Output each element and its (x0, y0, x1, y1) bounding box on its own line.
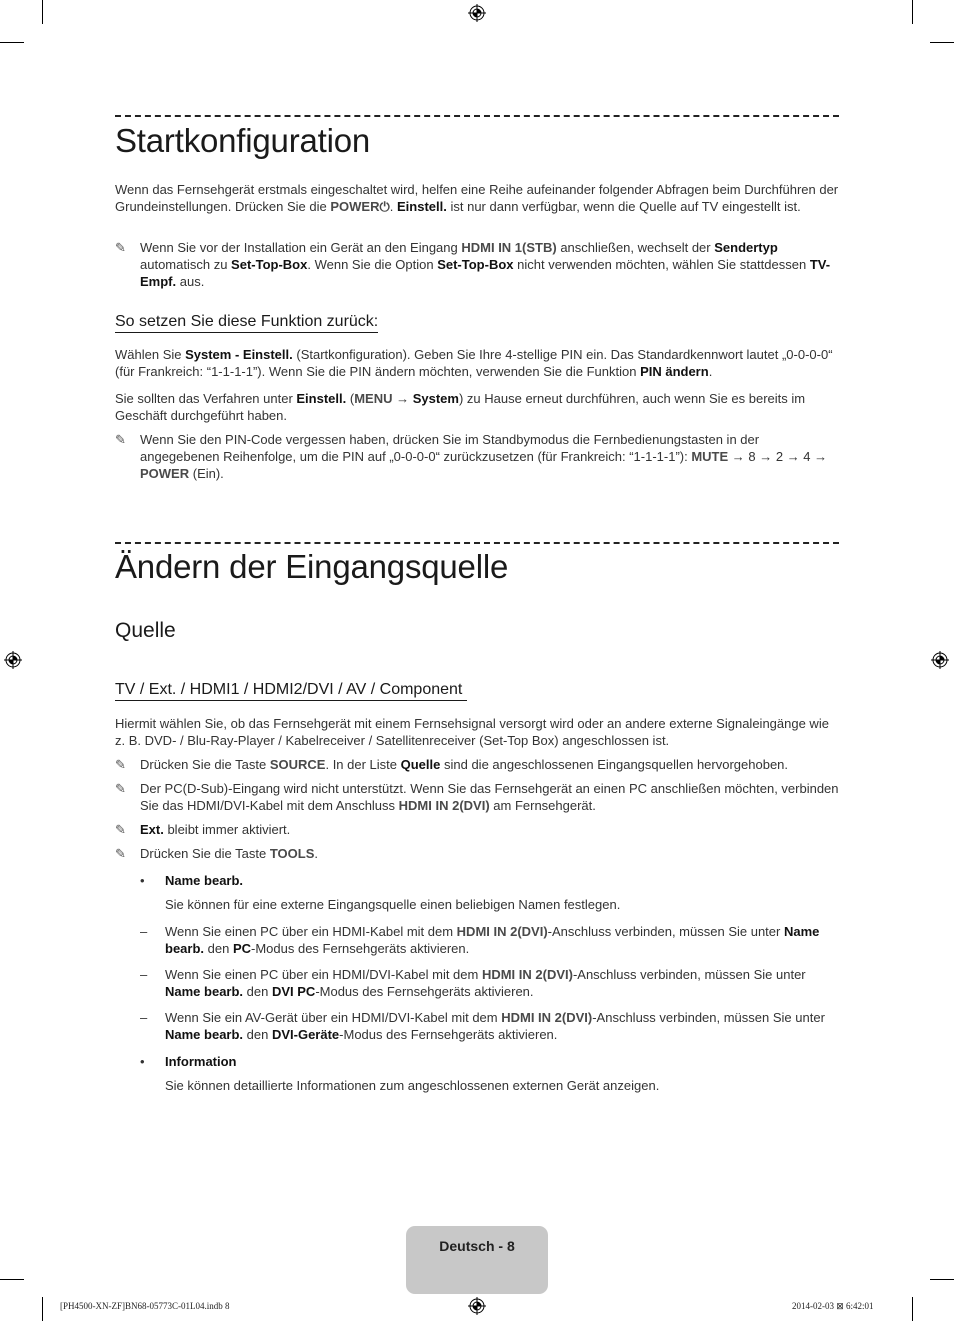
page-number-tab (406, 1226, 548, 1294)
section-divider (115, 542, 839, 544)
note: ✎ Ext. bleibt immer aktiviert. (115, 822, 291, 837)
dash-marker: – (140, 924, 148, 939)
dash-marker: – (140, 967, 148, 982)
crop-mark (0, 1279, 24, 1280)
note: ✎ Drücken Sie die Taste TOOLS. (115, 846, 319, 861)
intro-paragraph: Wenn das Fernsehgerät erstmals eingeschaltet wird, helfen eine Reihe aufeinander folgender Abfragen beim Durchführen der Grundeinstellungen. Drücken Sie die POWER⏻. Einstell. ist nur dann verfügbar, wenn die Quelle auf TV eingestellt ist. (115, 182, 839, 214)
crop-mark (42, 0, 43, 24)
reset-paragraph: Wählen Sie System - Einstell. (Startkonfiguration). Geben Sie Ihre 4-stellige PIN ein. Das Standardkennwort lautet „0-0-0-0“ (für Frankreich: “1-1-1-1”). Wenn Sie die PIN ändern möchten, verwenden Sie die Funktion PIN ändern. (115, 347, 833, 379)
crop-mark (42, 1297, 43, 1321)
crop-mark (912, 1297, 913, 1321)
registration-mark-icon (468, 1297, 486, 1315)
list-item-description: Sie können detaillierte Informationen zum angeschlossenen externen Gerät anzeigen. (165, 1078, 660, 1093)
list-item: – Wenn Sie ein AV-Gerät über ein HDMI/DVI-Kabel mit dem HDMI IN 2(DVI)-Anschluss verbinden, müssen Sie unter Name bearb. den DVI-Geräte-Modus des Fernsehgeräts aktivieren. (140, 1010, 825, 1042)
registration-mark-icon (4, 651, 22, 669)
registration-mark-icon (931, 651, 949, 669)
registration-mark-icon (468, 4, 486, 22)
note-icon: ✎ (115, 757, 126, 772)
dash-marker: – (140, 1010, 148, 1025)
print-info-right: 2014-02-03 ⊠ 6:42:01 (792, 1301, 874, 1311)
crop-mark (930, 1279, 954, 1280)
subheading: So setzen Sie diese Funktion zurück: (115, 313, 378, 333)
list-item: – Wenn Sie einen PC über ein HDMI/DVI-Kabel mit dem HDMI IN 2(DVI)-Anschluss verbinden, müssen Sie unter Name bearb. den DVI PC-Modus des Fernsehgeräts aktivieren. (140, 967, 806, 999)
list-item: – Wenn Sie einen PC über ein HDMI-Kabel mit dem HDMI IN 2(DVI)-Anschluss verbinden, müssen Sie unter Name bearb. den PC-Modus des Fernsehgeräts aktivieren. (140, 924, 820, 956)
note-icon: ✎ (115, 781, 126, 796)
list-item: • Name bearb. (140, 873, 244, 888)
source-paragraph: Hiermit wählen Sie, ob das Fernsehgerät mit einem Fernsehsignal versorgt wird oder an andere externe Signaleingänge wie z. B. DVD- / Blu-Ray-Player / Kabelreceiver / Satellitenreceiver (Set-Top Box) angeschlossen ist. (115, 716, 829, 748)
section-title: Ändern der Eingangsquelle (115, 548, 509, 585)
subheading: TV / Ext. / HDMI1 / HDMI2/DVI / AV / Component (115, 681, 467, 701)
crop-mark (912, 0, 913, 24)
note-icon: ✎ (115, 432, 126, 447)
note: ✎ Drücken Sie die Taste SOURCE. In der Liste Quelle sind die angeschlossenen Eingangsquellen hervorgehoben. (115, 757, 789, 772)
page-number: Deutsch - 8 (439, 1238, 515, 1254)
note: ✎ Wenn Sie vor der Installation ein Gerät an den Eingang HDMI IN 1(STB) anschließen, wechselt der Sendertyp automatisch zu Set-Top-Box. Wenn Sie die Option Set-Top-Box nicht verwenden möchten, wählen Sie stattdessen TV-Empf. aus. (115, 240, 831, 289)
note: ✎ Der PC(D-Sub)-Eingang wird nicht unterstützt. Wenn Sie das Fernsehgerät an einen PC anschließen möchten, verbinden Sie das HDMI/DVI-Kabel mit dem Anschluss HDMI IN 2(DVI) am Fernsehgerät. (115, 781, 839, 813)
note-icon: ✎ (115, 846, 126, 861)
section-title: Startkonfiguration (115, 122, 371, 159)
bullet-marker: • (140, 873, 145, 888)
note-icon: ✎ (115, 240, 126, 255)
bullet-marker: • (140, 1054, 145, 1069)
note-icon: ✎ (115, 822, 126, 837)
subsection-title: Quelle (115, 619, 176, 642)
list-item: • Information (140, 1054, 237, 1069)
crop-mark (0, 42, 24, 43)
reset-paragraph: Sie sollten das Verfahren unter Einstell. (MENU → System) zu Hause erneut durchführen, auch wenn Sie es bereits im Geschäft durchgeführt haben. (115, 391, 806, 423)
power-icon: ⏻ (379, 198, 390, 214)
crop-mark (930, 42, 954, 43)
list-item-description: Sie können für eine externe Eingangsquelle einen beliebigen Namen festlegen. (165, 897, 621, 912)
print-info-left: [PH4500-XN-ZF]BN68-05773C-01L04.indb 8 (60, 1301, 230, 1311)
section-divider (115, 115, 839, 117)
note: ✎ Wenn Sie den PIN-Code vergessen haben, drücken Sie im Standbymodus die Fernbedienungstasten in der angegebenen Reihenfolge, um die PIN auf „0-0-0-0“ zurückzusetzen (für Frankreich: “1-1-1-1”): MUTE → 8 → 2 → 4 → POWER (Ein). (115, 432, 828, 481)
